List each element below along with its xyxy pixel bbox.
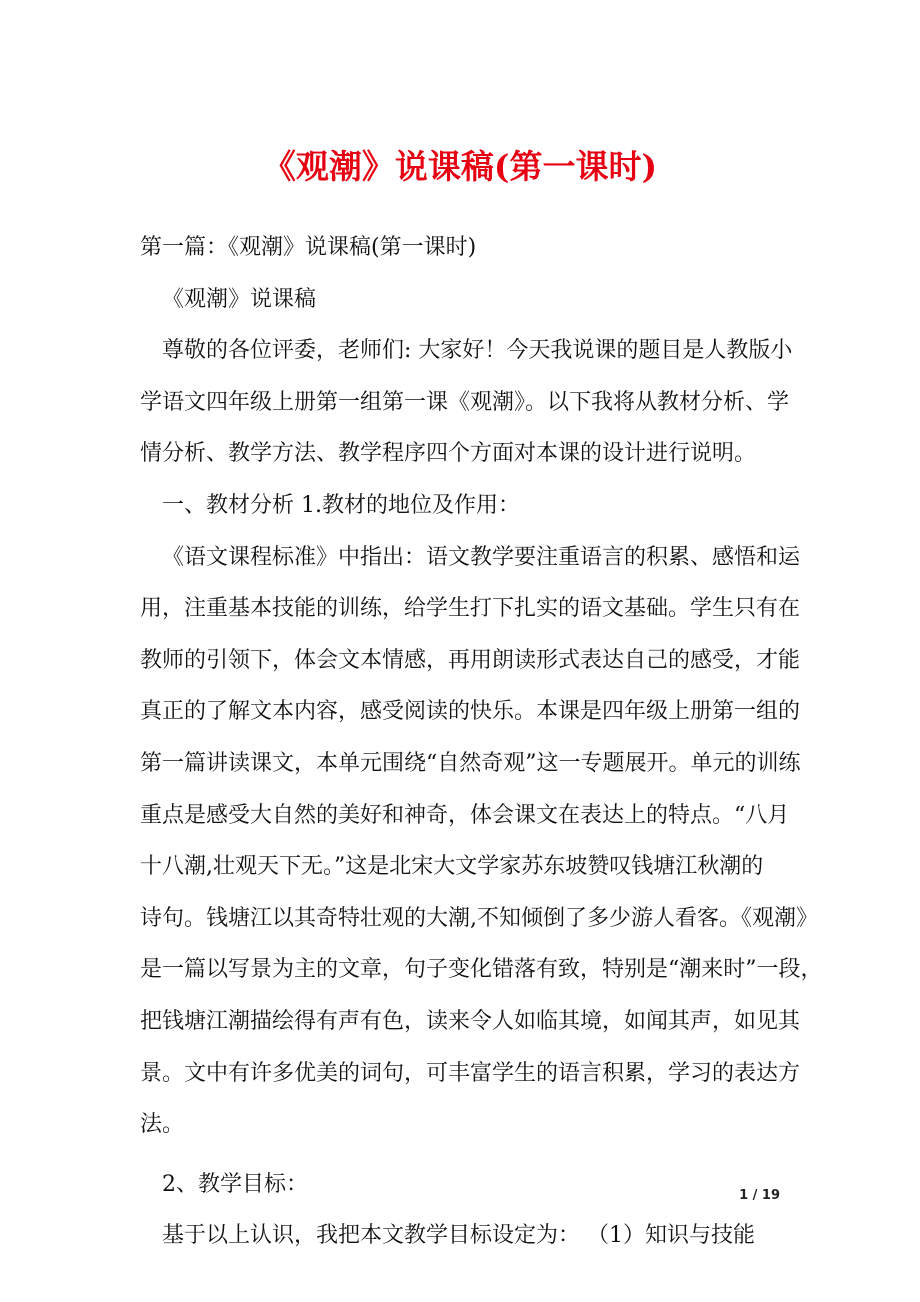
paragraph-line: 教师的引领下，体会文本情感，再用朗读形式表达自己的感受，才能: [140, 647, 801, 673]
section-heading: 2、教学目标：: [162, 1171, 308, 1197]
paragraph-line: 把钱塘江潮描绘得有声有色，读来令人如临其境，如闻其声，如见其: [140, 1008, 801, 1034]
paragraph-line: 重点是感受大自然的美好和神奇，体会课文在表达上的特点。“八月: [140, 802, 790, 828]
document-title: 《观潮》说课稿(第一课时): [262, 147, 658, 186]
page-number: 1 / 19: [739, 1188, 780, 1203]
paragraph-line: 真正的了解文本内容，感受阅读的快乐。本课是四年级上册第一组的: [140, 699, 801, 725]
subtitle: 《观潮》说课稿: [162, 286, 317, 312]
paragraph-line: 诗句。钱塘江以其奇特壮观的大潮,不知倾倒了多少游人看客。《观潮》: [140, 905, 818, 931]
paragraph-line: 是一篇以写景为主的文章，句子变化错落有致，特别是“潮来时”一段，: [140, 957, 823, 983]
paragraph-line: 基于以上认识，我把本文教学目标设定为： （1）知识与技能: [162, 1223, 755, 1249]
paragraph-spacer: [140, 1151, 790, 1159]
paragraph-line: 《语文课程标准》中指出：语文教学要注重语言的积累、感悟和运: [162, 544, 801, 570]
paragraph-line: 学语文四年级上册第一组第一课《观潮》。以下我将从教材分析、学: [140, 389, 790, 415]
paragraph-line: 情分析、教学方法、教学程序四个方面对本课的设计进行说明。: [140, 441, 757, 467]
paragraph-line: 景。文中有许多优美的词句，可丰富学生的语言积累，学习的表达方: [140, 1060, 801, 1086]
paragraph-line: 十八潮,壮观天下无。”这是北宋大文学家苏东坡赞叹钱塘江秋潮的: [140, 854, 764, 880]
paragraph-line: 第一篇讲读课文，本单元围绕“自然奇观”这一专题展开。单元的训练: [140, 750, 801, 776]
paragraph-line: 尊敬的各位评委，老师们: 大家好！今天我说课的题目是人教版小: [162, 338, 793, 364]
section-heading: 第一篇：《观潮》说课稿(第一课时): [140, 235, 477, 260]
document-body: [140, 222, 823, 1262]
section-heading: 一、教材分析 1.教材的地位及作用：: [162, 492, 520, 518]
paragraph-line: 法。: [140, 1112, 185, 1138]
paragraph-line: 用，注重基本技能的训练，给学生打下扎实的语文基础。学生只有在: [140, 596, 801, 622]
